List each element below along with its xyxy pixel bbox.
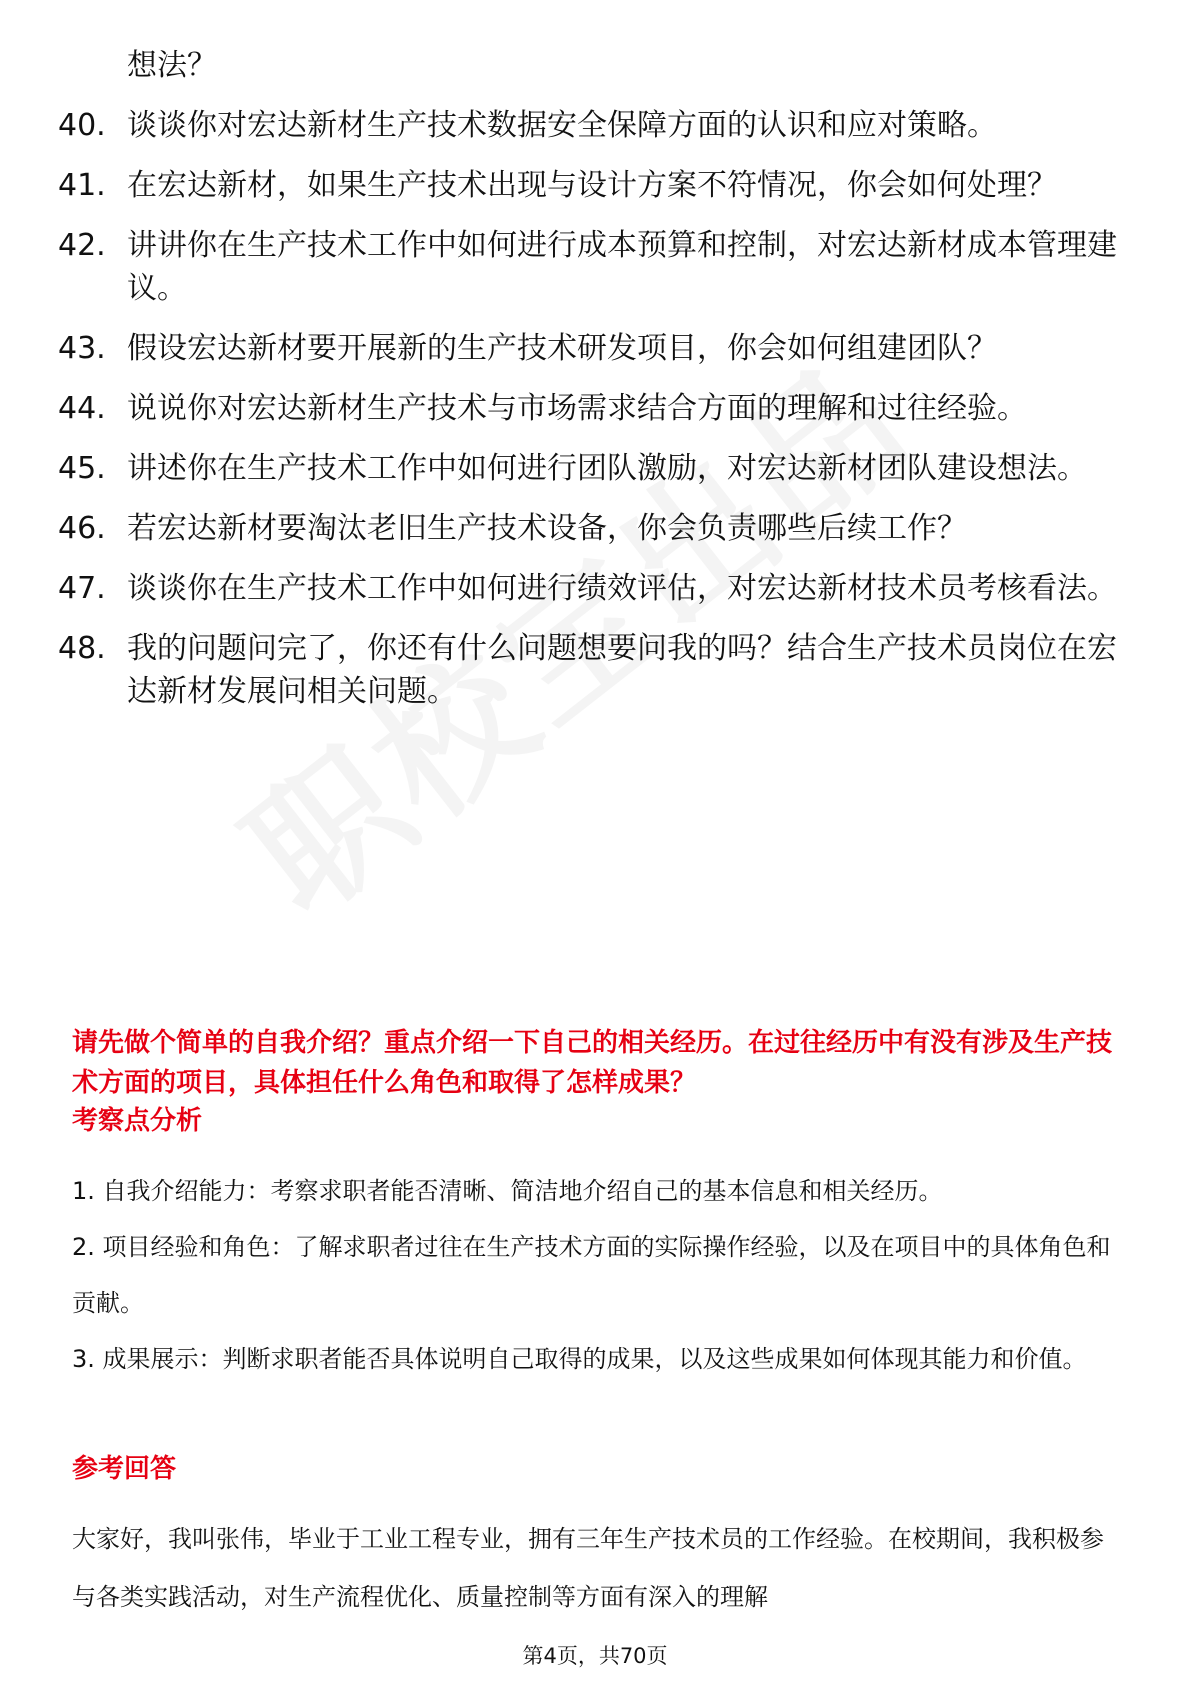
- question-text: 讲讲你在生产技术工作中如何进行成本预算和控制，对宏达新材成本管理建议。: [127, 228, 1117, 306]
- question-item: [0, 627, 1190, 713]
- answer-text: 大家好，我叫张伟，毕业于工业工程专业，拥有三年生产技术员的工作经验。在校期间，我积极参与各类实践活动，对生产流程优化、质量控制等方面有深入的理解: [72, 1525, 1104, 1611]
- question-item: [0, 104, 1190, 147]
- analysis-item: 2. 项目经验和角色：了解求职者过往在生产技术方面的实际操作经验，以及在项目中的具体角色和贡献。: [72, 1233, 1111, 1317]
- question-number: 42.: [58, 228, 106, 263]
- answer-heading: 参考回答: [72, 1454, 177, 1484]
- question-continuation: [0, 44, 1190, 87]
- question-text: 想法？: [127, 48, 217, 83]
- analysis-item: 1. 自我介绍能力：考察求职者能否清晰、简洁地介绍自己的基本信息和相关经历。: [72, 1177, 943, 1205]
- question-text: 在宏达新材，如果生产技术出现与设计方案不符情况，你会如何处理？: [127, 168, 1057, 203]
- question-item: [0, 164, 1190, 207]
- question-number: 48.: [58, 631, 106, 666]
- analysis-item: 3. 成果展示：判断求职者能否具体说明自己取得的成果，以及这些成果如何体现其能力和价值。: [72, 1345, 1087, 1373]
- question-text: 谈谈你对宏达新材生产技术数据安全保障方面的认识和应对策略。: [127, 108, 997, 143]
- question-number: 45.: [58, 451, 106, 486]
- question-number: 40.: [58, 108, 106, 143]
- question-number: 47.: [58, 571, 106, 606]
- question-list: [0, 44, 1190, 730]
- question-number: 41.: [58, 168, 106, 203]
- interview-question: 请先做个简单的自我介绍？重点介绍一下自己的相关经历。在过往经历中有没有涉及生产技术方面的项目，具体担任什么角色和取得了怎样成果？: [72, 1028, 1113, 1098]
- question-text: 谈谈你在生产技术工作中如何进行绩效评估，对宏达新材技术员考核看法。: [127, 571, 1117, 606]
- reference-answer: [72, 1510, 1122, 1626]
- question-item: [0, 327, 1190, 370]
- question-item: [0, 507, 1190, 550]
- question-item: [0, 567, 1190, 610]
- page-footer: 第4页，共70页: [522, 1644, 668, 1668]
- question-item: [0, 447, 1190, 490]
- question-text: 若宏达新材要淘汰老旧生产技术设备，你会负责哪些后续工作？: [127, 511, 967, 546]
- question-text: 我的问题问完了，你还有什么问题想要问我的吗？结合生产技术员岗位在宏达新材发展问相关问题。: [127, 631, 1117, 709]
- question-text: 讲述你在生产技术工作中如何进行团队激励，对宏达新材团队建设想法。: [127, 451, 1087, 486]
- analysis-heading: 考察点分析: [72, 1106, 203, 1136]
- question-number: 43.: [58, 331, 106, 366]
- question-text: 假设宏达新材要开展新的生产技术研发项目，你会如何组建团队？: [127, 331, 997, 366]
- question-number: 44.: [58, 391, 106, 426]
- analysis-list: [72, 1163, 1122, 1387]
- question-item: [0, 224, 1190, 310]
- question-number: 46.: [58, 511, 106, 546]
- question-text: 说说你对宏达新材生产技术与市场需求结合方面的理解和过往经验。: [127, 391, 1027, 426]
- question-item: [0, 387, 1190, 430]
